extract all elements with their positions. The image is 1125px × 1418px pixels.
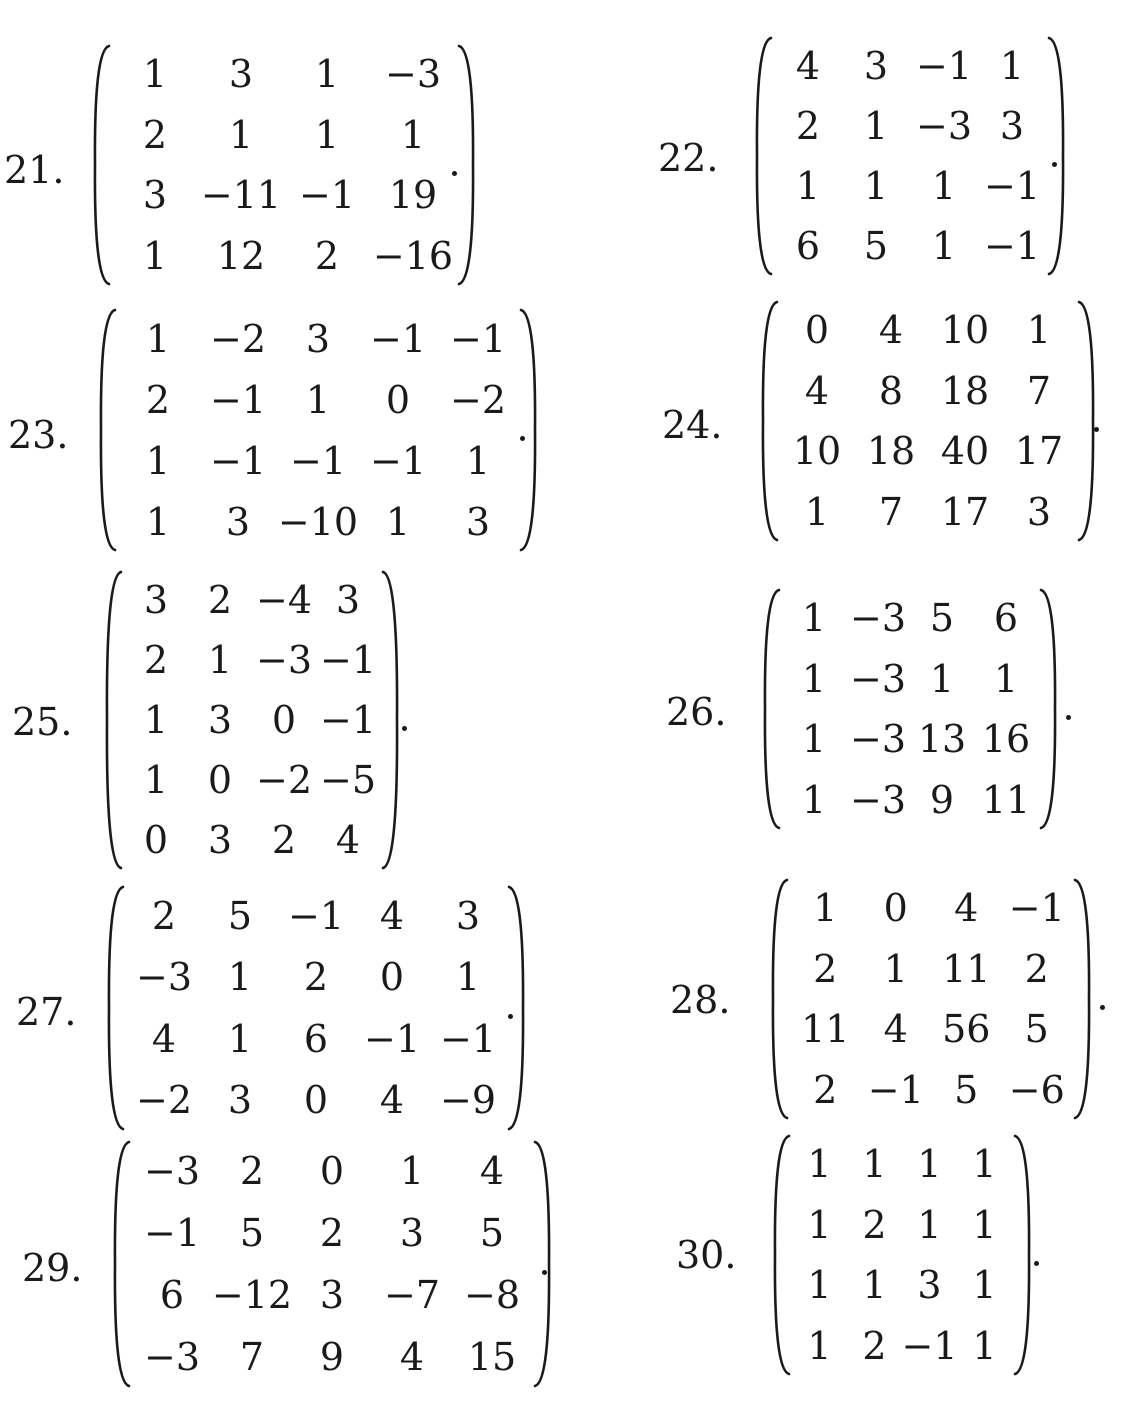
matrix: [760, 300, 1086, 542]
matrix-cell: 0: [207, 758, 233, 802]
matrix-cell: 1: [142, 52, 168, 97]
matrix-entries: [780, 300, 1076, 542]
left-paren: [760, 300, 780, 542]
matrix-cell: −1: [319, 698, 377, 742]
matrix-cell: −3: [849, 777, 907, 822]
matrix: [770, 878, 1092, 1120]
matrix-cell: 1: [228, 112, 254, 157]
matrix: [772, 1134, 1026, 1376]
matrix-entries: [118, 308, 518, 552]
matrix-cell: 6: [993, 596, 1019, 641]
right-paren: [380, 570, 400, 870]
matrix-cell: 0: [143, 818, 169, 862]
matrix-cell: −1: [209, 377, 267, 422]
matrix-cell: 3: [335, 578, 361, 622]
matrix-cell: 19: [388, 173, 438, 218]
matrix-cell: −3: [384, 52, 442, 97]
matrix-cell: 2: [862, 1323, 887, 1368]
matrix-cell: 4: [954, 886, 979, 931]
matrix-cell: 6: [159, 1273, 185, 1317]
matrix-entries: [774, 36, 1046, 276]
matrix-cell: 2: [142, 112, 168, 157]
matrix-cell: −1: [289, 438, 347, 483]
matrix-cell: 1: [972, 1142, 997, 1187]
problem-number: 29.: [22, 1246, 83, 1290]
matrix-cell: 3: [1026, 489, 1052, 534]
matrix-cell: 18: [940, 368, 990, 413]
left-paren: [770, 878, 790, 1120]
matrix-cell: 1: [917, 1142, 942, 1187]
matrix-cell: 7: [239, 1335, 265, 1379]
right-paren: [456, 44, 476, 286]
matrix-entries: [132, 1140, 532, 1388]
matrix-cell: 1: [143, 698, 169, 742]
matrix-cell: −1: [319, 638, 377, 682]
matrix-cell: 1: [801, 717, 827, 762]
matrix-cell: 0: [804, 308, 830, 353]
matrix-cell: 10: [940, 308, 990, 353]
right-paren: [532, 1140, 552, 1388]
matrix-cell: 13: [917, 717, 967, 762]
matrix-cell: 5: [239, 1211, 265, 1255]
problem-number: 28.: [670, 978, 731, 1022]
end-period: [1052, 162, 1057, 167]
matrix-cell: 5: [479, 1211, 505, 1255]
matrix-cell: −2: [449, 377, 507, 422]
matrix-cell: 0: [379, 955, 405, 1000]
matrix-cell: 0: [883, 886, 908, 931]
matrix-cell: 0: [385, 377, 411, 422]
matrix-cell: 8: [878, 368, 904, 413]
matrix-cell: −4: [255, 578, 313, 622]
matrix-cell: 2: [207, 578, 233, 622]
matrix-cell: −1: [449, 316, 507, 361]
left-paren: [754, 36, 774, 276]
matrix-cell: 3: [455, 893, 481, 938]
problem-number: 30.: [676, 1233, 737, 1277]
matrix-cell: −1: [1008, 886, 1065, 931]
matrix-cell: 9: [319, 1335, 345, 1379]
matrix-cell: 1: [972, 1263, 997, 1308]
matrix-cell: 2: [813, 946, 838, 991]
left-paren: [762, 588, 782, 830]
matrix-cell: 0: [271, 698, 297, 742]
matrix-cell: 2: [239, 1149, 265, 1193]
matrix-cell: 3: [917, 1263, 942, 1308]
matrix-cell: −10: [277, 499, 359, 544]
problem-number: 26.: [666, 690, 727, 734]
left-paren: [106, 885, 126, 1131]
matrix-cell: 4: [379, 1078, 405, 1123]
matrix-cell: 4: [883, 1007, 908, 1052]
matrix-cell: 1: [801, 777, 827, 822]
matrix-cell: 1: [929, 656, 955, 701]
matrix-cell: 11: [942, 946, 991, 991]
problem-number: 27.: [16, 990, 77, 1034]
matrix-cell: −1: [915, 44, 973, 88]
matrix-cell: −3: [255, 638, 313, 682]
matrix-cell: 7: [878, 489, 904, 534]
matrix-cell: −3: [135, 955, 193, 1000]
matrix-cell: −3: [915, 104, 973, 148]
matrix-cell: 1: [305, 377, 331, 422]
matrix-cell: 3: [225, 499, 251, 544]
end-period: [1066, 715, 1071, 720]
end-period: [1094, 427, 1099, 432]
matrix-cell: −1: [209, 438, 267, 483]
matrix-cell: 1: [993, 656, 1019, 701]
matrix-cell: 7: [1026, 368, 1052, 413]
matrix-cell: 2: [314, 233, 340, 278]
right-paren: [1038, 588, 1058, 830]
right-paren: [1076, 300, 1096, 542]
left-paren: [104, 570, 124, 870]
matrix-cell: 11: [801, 1007, 850, 1052]
matrix-cell: 11: [981, 777, 1031, 822]
matrix-cell: 2: [862, 1202, 887, 1247]
matrix-cell: 6: [795, 224, 821, 268]
matrix-cell: 4: [804, 368, 830, 413]
matrix-cell: −3: [143, 1149, 201, 1193]
matrix-cell: 3: [227, 1078, 253, 1123]
matrix-cell: −3: [143, 1335, 201, 1379]
matrix-cell: −1: [867, 1067, 924, 1112]
matrix-entries: [792, 1134, 1012, 1376]
problem-number: 25.: [12, 700, 73, 744]
problem-number: 21.: [4, 148, 65, 192]
matrix-cell: 3: [399, 1211, 425, 1255]
problem-number: 24.: [662, 403, 723, 447]
left-paren: [98, 308, 118, 552]
matrix-cell: −11: [200, 173, 282, 218]
matrix-cell: −1: [369, 316, 427, 361]
matrix-cell: −1: [983, 164, 1041, 208]
matrix-cell: 4: [878, 308, 904, 353]
matrix-cell: 1: [465, 438, 491, 483]
matrix-entries: [790, 878, 1072, 1120]
matrix-cell: 1: [1026, 308, 1052, 353]
matrix-cell: 5: [954, 1067, 979, 1112]
matrix-cell: 1: [807, 1142, 832, 1187]
matrix-cell: 1: [455, 955, 481, 1000]
matrix-cell: 1: [999, 44, 1025, 88]
matrix: [112, 1140, 534, 1388]
matrix: [762, 588, 1058, 830]
matrix-cell: −12: [211, 1273, 293, 1317]
matrix-cell: 16: [981, 717, 1031, 762]
matrix-cell: 1: [801, 596, 827, 641]
matrix-cell: 1: [227, 955, 253, 1000]
matrix-cell: −1: [298, 173, 356, 218]
matrix-cell: 4: [335, 818, 361, 862]
matrix-entries: [126, 885, 506, 1131]
matrix-cell: 2: [1024, 946, 1049, 991]
matrix-cell: 1: [807, 1263, 832, 1308]
matrix-cell: 1: [385, 499, 411, 544]
matrix-cell: 2: [271, 818, 297, 862]
matrix-cell: 4: [399, 1335, 425, 1379]
matrix-cell: 1: [807, 1323, 832, 1368]
matrix-cell: 1: [931, 224, 957, 268]
matrix-cell: −3: [849, 656, 907, 701]
matrix-cell: 5: [227, 893, 253, 938]
matrix-entries: [782, 588, 1038, 830]
matrix-cell: −8: [463, 1273, 521, 1317]
matrix-cell: 1: [807, 1202, 832, 1247]
matrix-cell: 1: [142, 233, 168, 278]
matrix-cell: 17: [940, 489, 990, 534]
matrix-cell: 1: [917, 1202, 942, 1247]
matrix-cell: −2: [209, 316, 267, 361]
matrix-cell: 4: [795, 44, 821, 88]
right-paren: [1072, 878, 1092, 1120]
matrix-cell: 1: [862, 1142, 887, 1187]
matrix-cell: 12: [216, 233, 266, 278]
matrix-cell: 2: [319, 1211, 345, 1255]
matrix-cell: −9: [439, 1078, 497, 1123]
matrix: [92, 44, 454, 286]
matrix-cell: 3: [207, 818, 233, 862]
end-period: [402, 726, 407, 731]
matrix-cell: 4: [379, 893, 405, 938]
matrix-cell: 3: [999, 104, 1025, 148]
right-paren: [506, 885, 526, 1131]
matrix-cell: 0: [319, 1149, 345, 1193]
matrix-cell: −1: [983, 224, 1041, 268]
matrix-cell: 3: [228, 52, 254, 97]
matrix-cell: 2: [145, 377, 171, 422]
matrix: [754, 36, 1044, 276]
matrix-cell: 3: [142, 173, 168, 218]
matrix-cell: 1: [863, 164, 889, 208]
matrix-cell: 1: [804, 489, 830, 534]
end-period: [542, 1270, 547, 1275]
end-period: [1034, 1261, 1039, 1266]
matrix-cell: 1: [207, 638, 233, 682]
matrix-entries: [112, 44, 456, 286]
matrix-cell: 5: [863, 224, 889, 268]
matrix-cell: −1: [363, 1016, 421, 1061]
right-paren: [518, 308, 538, 552]
matrix-cell: 3: [207, 698, 233, 742]
matrix-cell: 5: [929, 596, 955, 641]
matrix: [98, 308, 512, 552]
matrix-cell: 1: [972, 1202, 997, 1247]
matrix-cell: 1: [795, 164, 821, 208]
matrix-cell: 3: [143, 578, 169, 622]
matrix-cell: 1: [972, 1323, 997, 1368]
matrix: [106, 885, 500, 1131]
matrix-cell: 1: [862, 1263, 887, 1308]
matrix-cell: 10: [792, 429, 842, 474]
left-paren: [92, 44, 112, 286]
matrix-cell: −2: [255, 758, 313, 802]
left-paren: [772, 1134, 792, 1376]
matrix-cell: 1: [314, 112, 340, 157]
end-period: [452, 171, 457, 176]
matrix-cell: 4: [479, 1149, 505, 1193]
matrix-cell: 40: [940, 429, 990, 474]
matrix-cell: 2: [151, 893, 177, 938]
matrix-cell: −7: [383, 1273, 441, 1317]
matrix-cell: −3: [849, 717, 907, 762]
problem-number: 23.: [8, 413, 69, 457]
matrix-cell: −1: [287, 893, 345, 938]
right-paren: [1012, 1134, 1032, 1376]
matrix-cell: 1: [145, 316, 171, 361]
matrix-cell: 6: [303, 1016, 329, 1061]
matrix-cell: 56: [942, 1007, 991, 1052]
matrix-cell: 15: [467, 1335, 517, 1379]
end-period: [1100, 1005, 1105, 1010]
matrix-cell: 1: [863, 104, 889, 148]
matrix-cell: −6: [1008, 1067, 1065, 1112]
problem-number: 22.: [658, 136, 719, 180]
matrix-cell: −2: [135, 1078, 193, 1123]
matrix-cell: −1: [143, 1211, 201, 1255]
end-period: [508, 1014, 513, 1019]
matrix-cell: 3: [465, 499, 491, 544]
matrix-cell: 1: [813, 886, 838, 931]
matrix-cell: −1: [369, 438, 427, 483]
matrix: [104, 570, 394, 870]
matrix-cell: 0: [303, 1078, 329, 1123]
matrix-cell: 1: [883, 946, 908, 991]
matrix-cell: 3: [863, 44, 889, 88]
matrix-cell: 18: [866, 429, 916, 474]
matrix-cell: 4: [151, 1016, 177, 1061]
matrix-cell: 2: [795, 104, 821, 148]
matrix-cell: 2: [143, 638, 169, 682]
matrix-entries: [124, 570, 380, 870]
matrix-cell: 1: [145, 438, 171, 483]
matrix-cell: −5: [319, 758, 377, 802]
matrix-cell: 2: [813, 1067, 838, 1112]
matrix-cell: 3: [319, 1273, 345, 1317]
matrix-cell: 9: [929, 777, 955, 822]
matrix-cell: 17: [1014, 429, 1064, 474]
right-paren: [1046, 36, 1066, 276]
matrix-cell: −1: [901, 1323, 958, 1368]
matrix-cell: 1: [227, 1016, 253, 1061]
matrix-cell: 1: [143, 758, 169, 802]
matrix-cell: −16: [372, 233, 454, 278]
matrix-cell: 3: [305, 316, 331, 361]
matrix-cell: 1: [314, 52, 340, 97]
matrix-cell: 1: [801, 656, 827, 701]
matrix-cell: −3: [849, 596, 907, 641]
matrix-cell: 1: [931, 164, 957, 208]
end-period: [520, 436, 525, 441]
matrix-cell: 1: [399, 1149, 425, 1193]
matrix-cell: −1: [439, 1016, 497, 1061]
matrix-cell: 1: [145, 499, 171, 544]
left-paren: [112, 1140, 132, 1388]
matrix-cell: 5: [1024, 1007, 1049, 1052]
matrix-cell: 2: [303, 955, 329, 1000]
matrix-cell: 1: [400, 112, 426, 157]
